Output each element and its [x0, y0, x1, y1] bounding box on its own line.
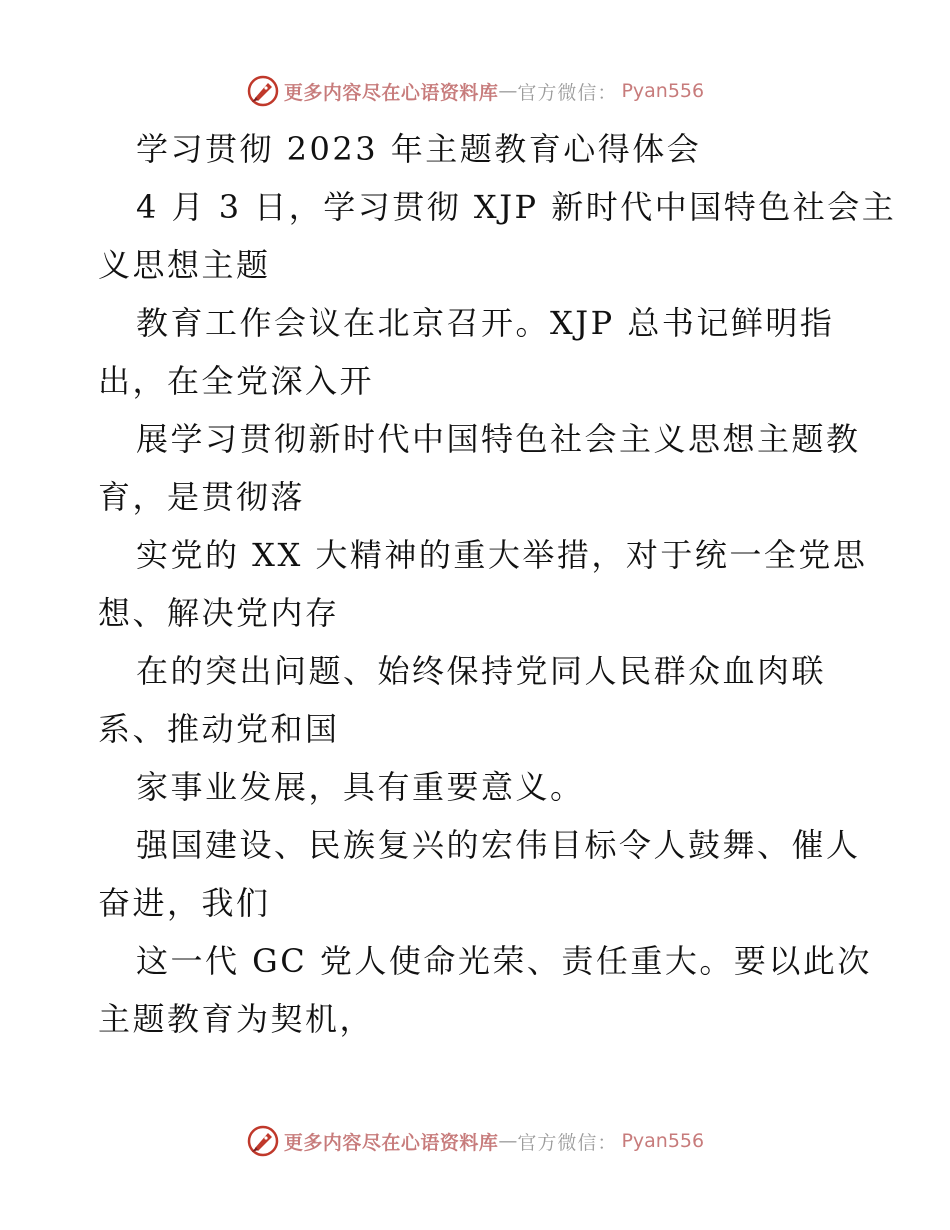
paragraph-line: 系、推动党和国: [98, 710, 340, 748]
watermark-dash: —: [498, 80, 518, 102]
paragraph-line: 展学习贯彻新时代中国特色社会主义思想主题教: [136, 420, 861, 458]
watermark-account: Pyan556: [621, 1130, 705, 1152]
watermark-dash: —: [498, 1130, 518, 1152]
footer-watermark: [0, 1121, 950, 1161]
watermark-subtext: 官方微信：: [517, 81, 618, 104]
watermark-account: Pyan556: [621, 80, 705, 102]
watermark-subtext: 官方微信：: [517, 1131, 618, 1154]
paragraph-line: 家事业发展，具有重要意义。: [136, 768, 585, 806]
paragraph-line: 在的突出问题、始终保持党同人民群众血肉联: [136, 652, 827, 690]
paragraph-line: 出，在全党深入开: [98, 362, 375, 400]
paragraph-line: 4 月 3 日，学习贯彻 XJP 新时代中国特色社会主: [136, 188, 897, 226]
paragraph-line: 义思想主题: [98, 246, 271, 284]
paragraph-line: 教育工作会议在北京召开。XJP 总书记鲜明指: [136, 304, 835, 342]
document-title: 学习贯彻 2023 年主题教育心得体会: [136, 130, 702, 168]
pen-nib-logo-icon: [246, 74, 280, 108]
paragraph-line: 育，是贯彻落: [98, 478, 306, 516]
document-body: [98, 120, 897, 1048]
header-watermark: [0, 71, 950, 111]
paragraph-line: 想、解决党内存: [98, 594, 340, 632]
paragraph-line: 主题教育为契机，: [98, 1000, 375, 1038]
watermark-text: 更多内容尽在心语资料库: [283, 81, 499, 104]
paragraph-line: 实党的 XX 大精神的重大举措，对于统一全党思: [136, 536, 868, 574]
paragraph-line: 奋进，我们: [98, 884, 271, 922]
pen-nib-logo-icon: [246, 1124, 280, 1158]
watermark-text: 更多内容尽在心语资料库: [283, 1131, 499, 1154]
paragraph-line: 这一代 GC 党人使命光荣、责任重大。要以此次: [136, 942, 872, 980]
paragraph-line: 强国建设、民族复兴的宏伟目标令人鼓舞、催人: [136, 826, 861, 864]
